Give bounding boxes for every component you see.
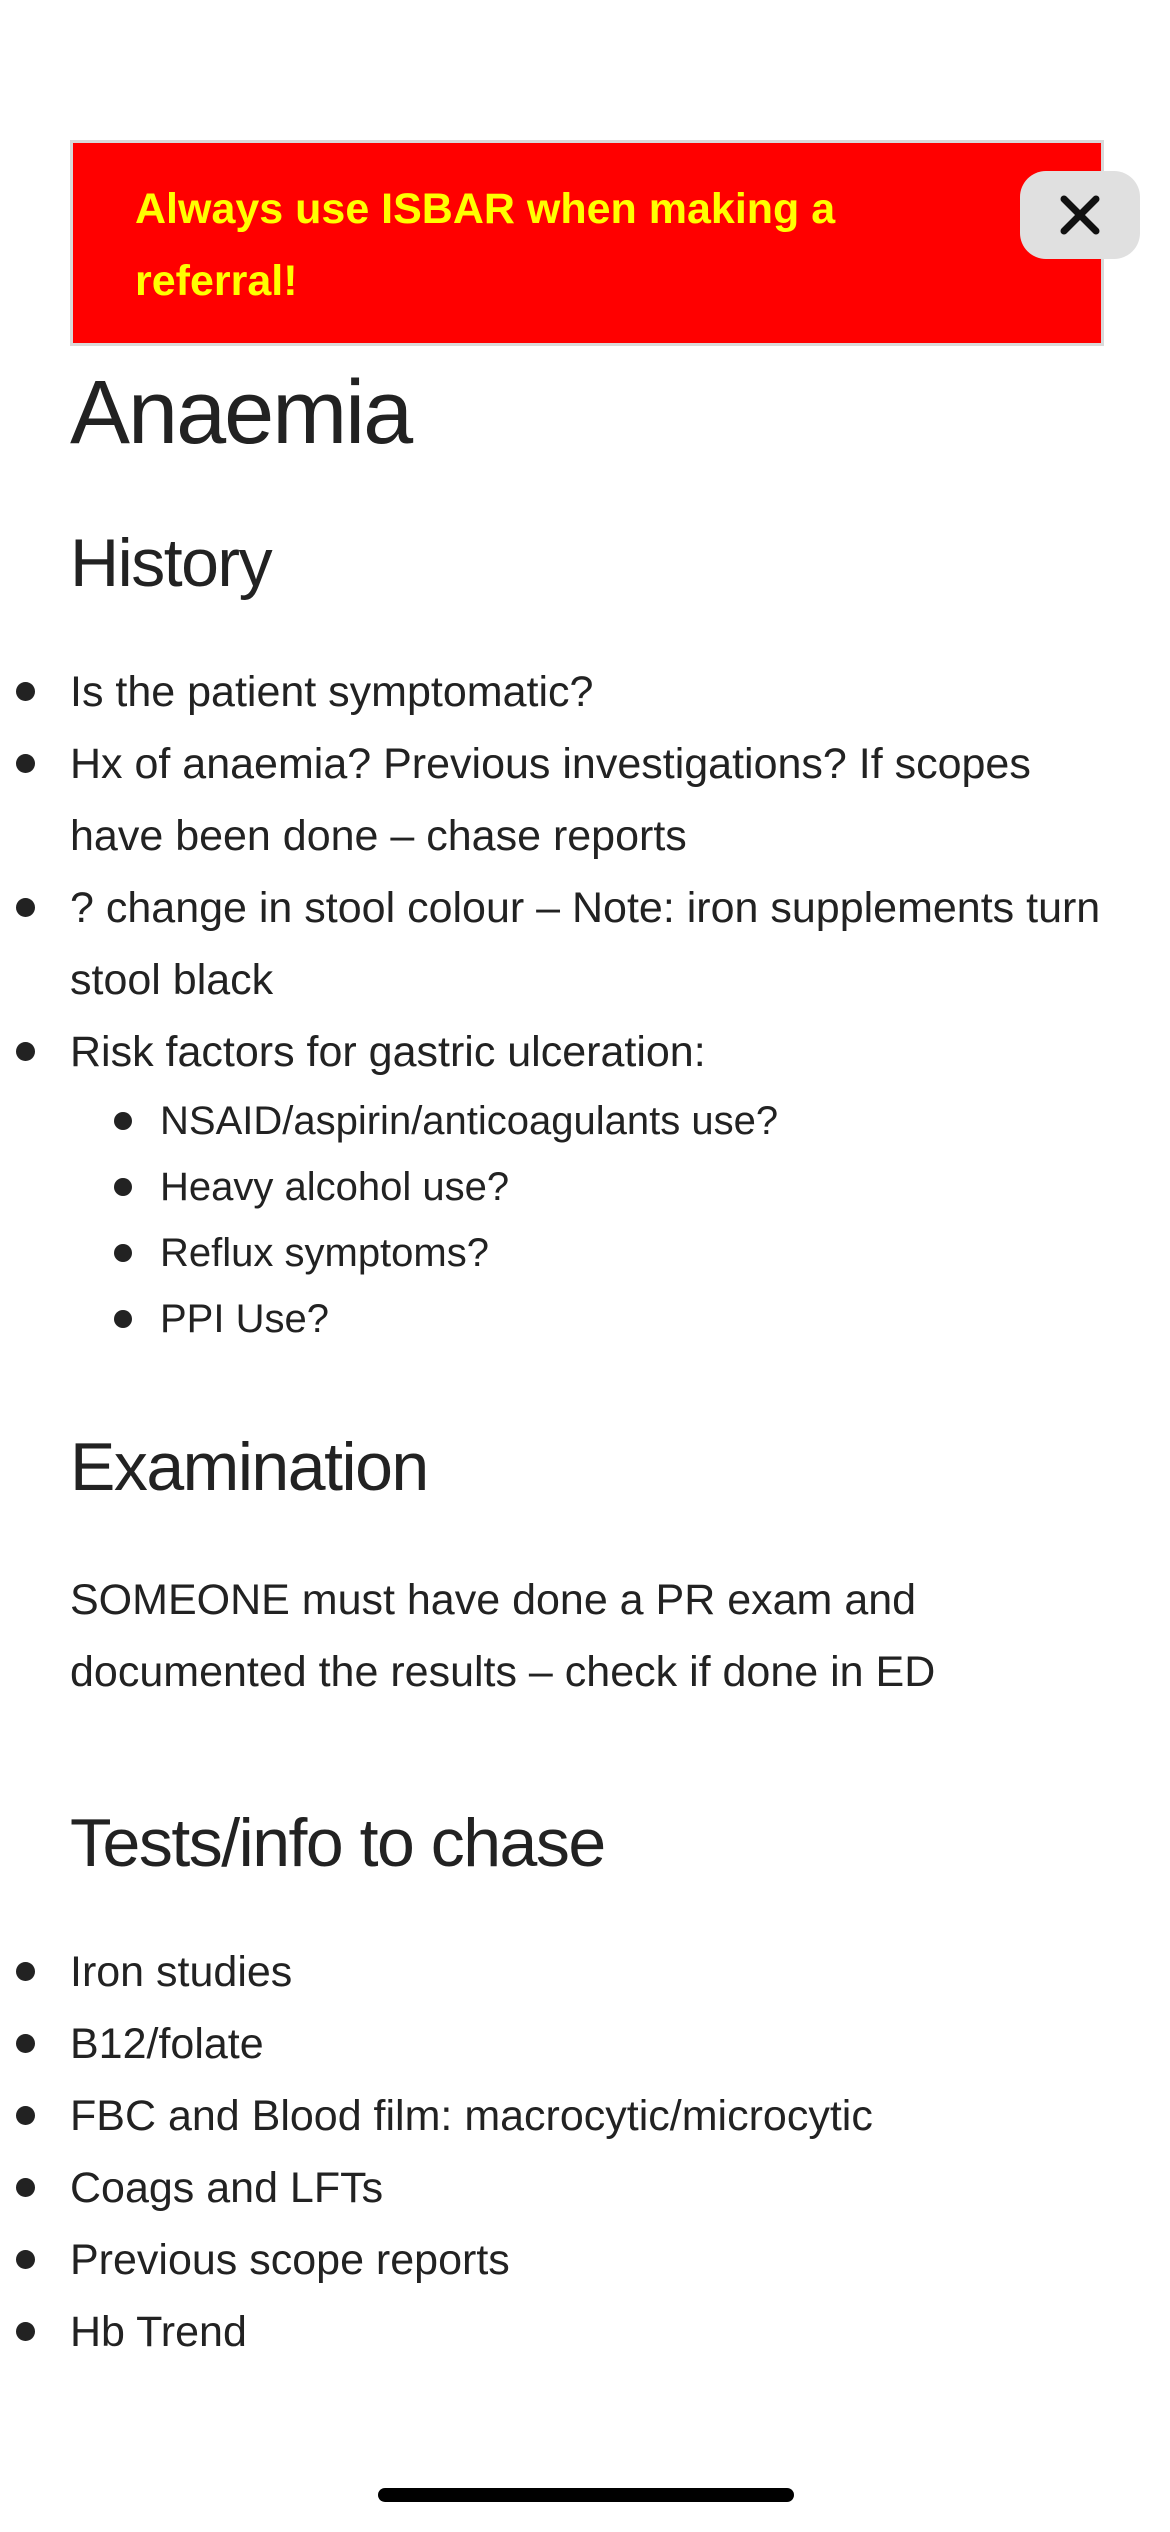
tests-heading: Tests/info to chase <box>70 1805 605 1881</box>
list-item: Reflux symptoms? <box>160 1220 1130 1286</box>
risk-factors-list <box>160 1088 1130 1352</box>
isbar-alert-banner <box>70 140 1104 346</box>
list-item: Hb Trend <box>70 2296 1130 2368</box>
tests-list <box>70 1936 1130 2368</box>
list-item: Coags and LFTs <box>70 2152 1130 2224</box>
list-item: NSAID/aspirin/anticoagulants use? <box>160 1088 1130 1154</box>
list-item: ? change in stool colour – Note: iron supplements turn stool black <box>70 872 1130 1016</box>
history-list <box>70 656 1130 1352</box>
page-title: Anaemia <box>70 363 412 463</box>
article-content <box>70 350 1130 2368</box>
list-item: Heavy alcohol use? <box>160 1154 1130 1220</box>
close-alert-button[interactable] <box>1020 171 1140 259</box>
home-indicator[interactable] <box>378 2488 794 2502</box>
list-item: PPI Use? <box>160 1286 1130 1352</box>
risk-factors-label: Risk factors for gastric ulceration: <box>70 1028 706 1076</box>
examination-heading: Examination <box>70 1429 428 1505</box>
close-icon <box>1058 193 1102 237</box>
alert-message: Always use ISBAR when making a referral! <box>135 185 836 305</box>
history-heading: History <box>70 525 272 601</box>
list-item: Previous scope reports <box>70 2224 1130 2296</box>
list-item: FBC and Blood film: macrocytic/microcytic <box>70 2080 1130 2152</box>
list-item: Is the patient symptomatic? <box>70 656 1130 728</box>
list-item: B12/folate <box>70 2008 1130 2080</box>
examination-text: SOMEONE must have done a PR exam and documented the results – check if done in ED <box>70 1576 936 1696</box>
list-item: Hx of anaemia? Previous investigations? If scopes have been done – chase reports <box>70 728 1130 872</box>
list-item: Iron studies <box>70 1936 1130 2008</box>
list-item-risk-factors <box>70 1016 1130 1352</box>
